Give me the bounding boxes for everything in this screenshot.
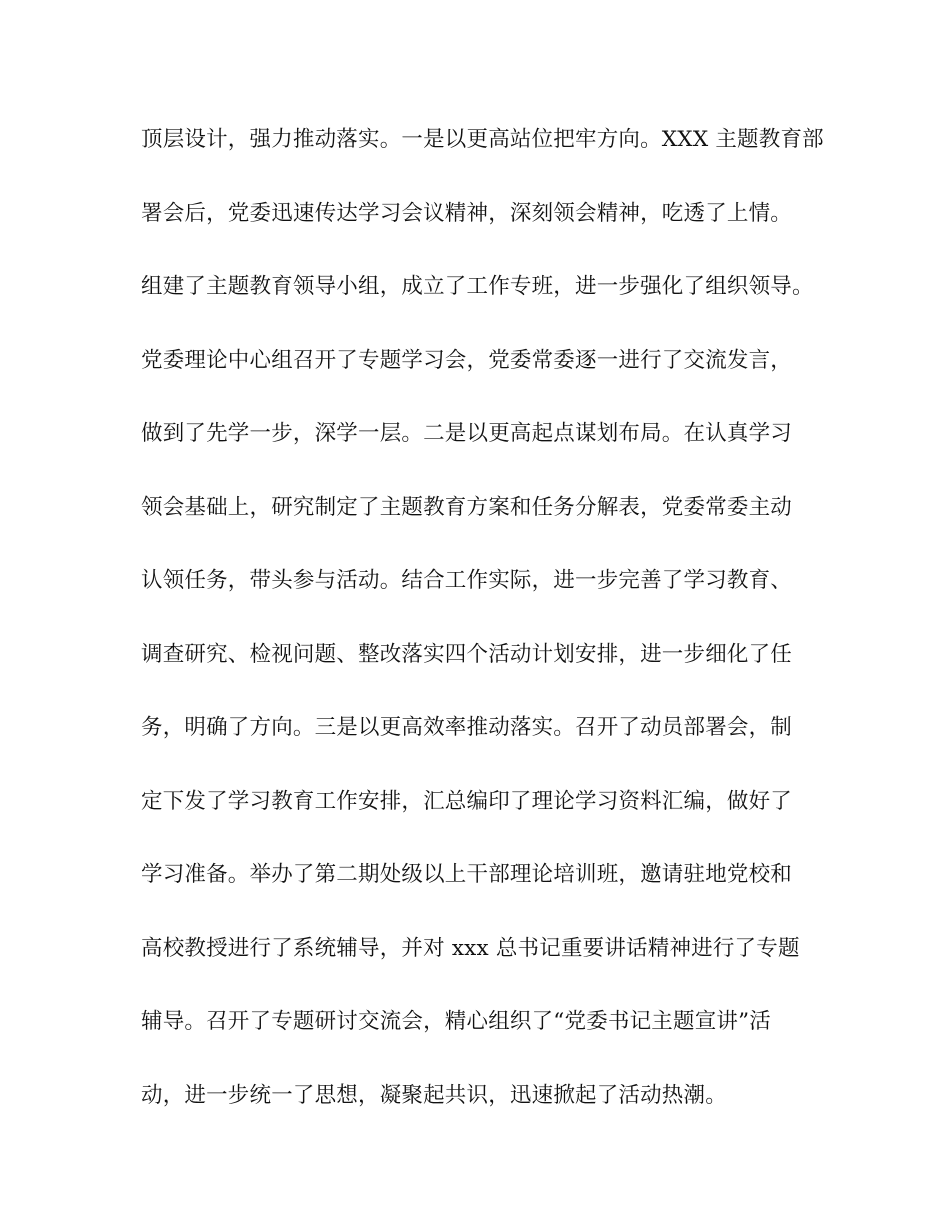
text-line: 顶层设计，强力推动落实。一是以更高站位把牢方向。XXX 主题教育部 [141,127,824,152]
text-line: 调查研究、检视问题、整改落实四个活动计划安排，进一步细化了任 [141,641,793,667]
text-line: 组建了主题教育领导小组，成立了工作专班，进一步强化了组织领导。 [141,274,814,299]
text-line: 署会后，党委迅速传达学习会议精神，深刻领会精神，吃透了上情。 [141,200,793,226]
text-line: 高校教授进行了系统辅导，并对 xxx 总书记重要讲话精神进行了专题 [141,935,800,961]
text-line: 定下发了学习教育工作安排，汇总编印了理论学习资料汇编，做好了 [141,788,793,814]
text-line: 动，进一步统一了思想，凝聚起共识，迅速掀起了活动热潮。 [141,1082,727,1108]
text-line: 辅导。召开了专题研讨交流会，精心组织了“党委书记主题宣讲”活 [141,1009,771,1034]
text-line: 做到了先学一步，深学一层。二是以更高起点谋划布局。在认真学习 [141,421,793,446]
body-paragraph [141,124,831,1153]
text-line: 务，明确了方向。三是以更高效率推动落实。召开了动员部署会，制 [141,715,793,740]
text-line: 认领任务，带头参与活动。结合工作实际，进一步完善了学习教育、 [141,568,793,593]
text-line: 领会基础上，研究制定了主题教育方案和任务分解表，党委常委主动 [141,494,793,520]
text-line: 学习准备。举办了第二期处级以上干部理论培训班，邀请驻地党校和 [141,862,793,887]
text-line: 党委理论中心组召开了专题学习会，党委常委逐一进行了交流发言， [141,347,793,373]
